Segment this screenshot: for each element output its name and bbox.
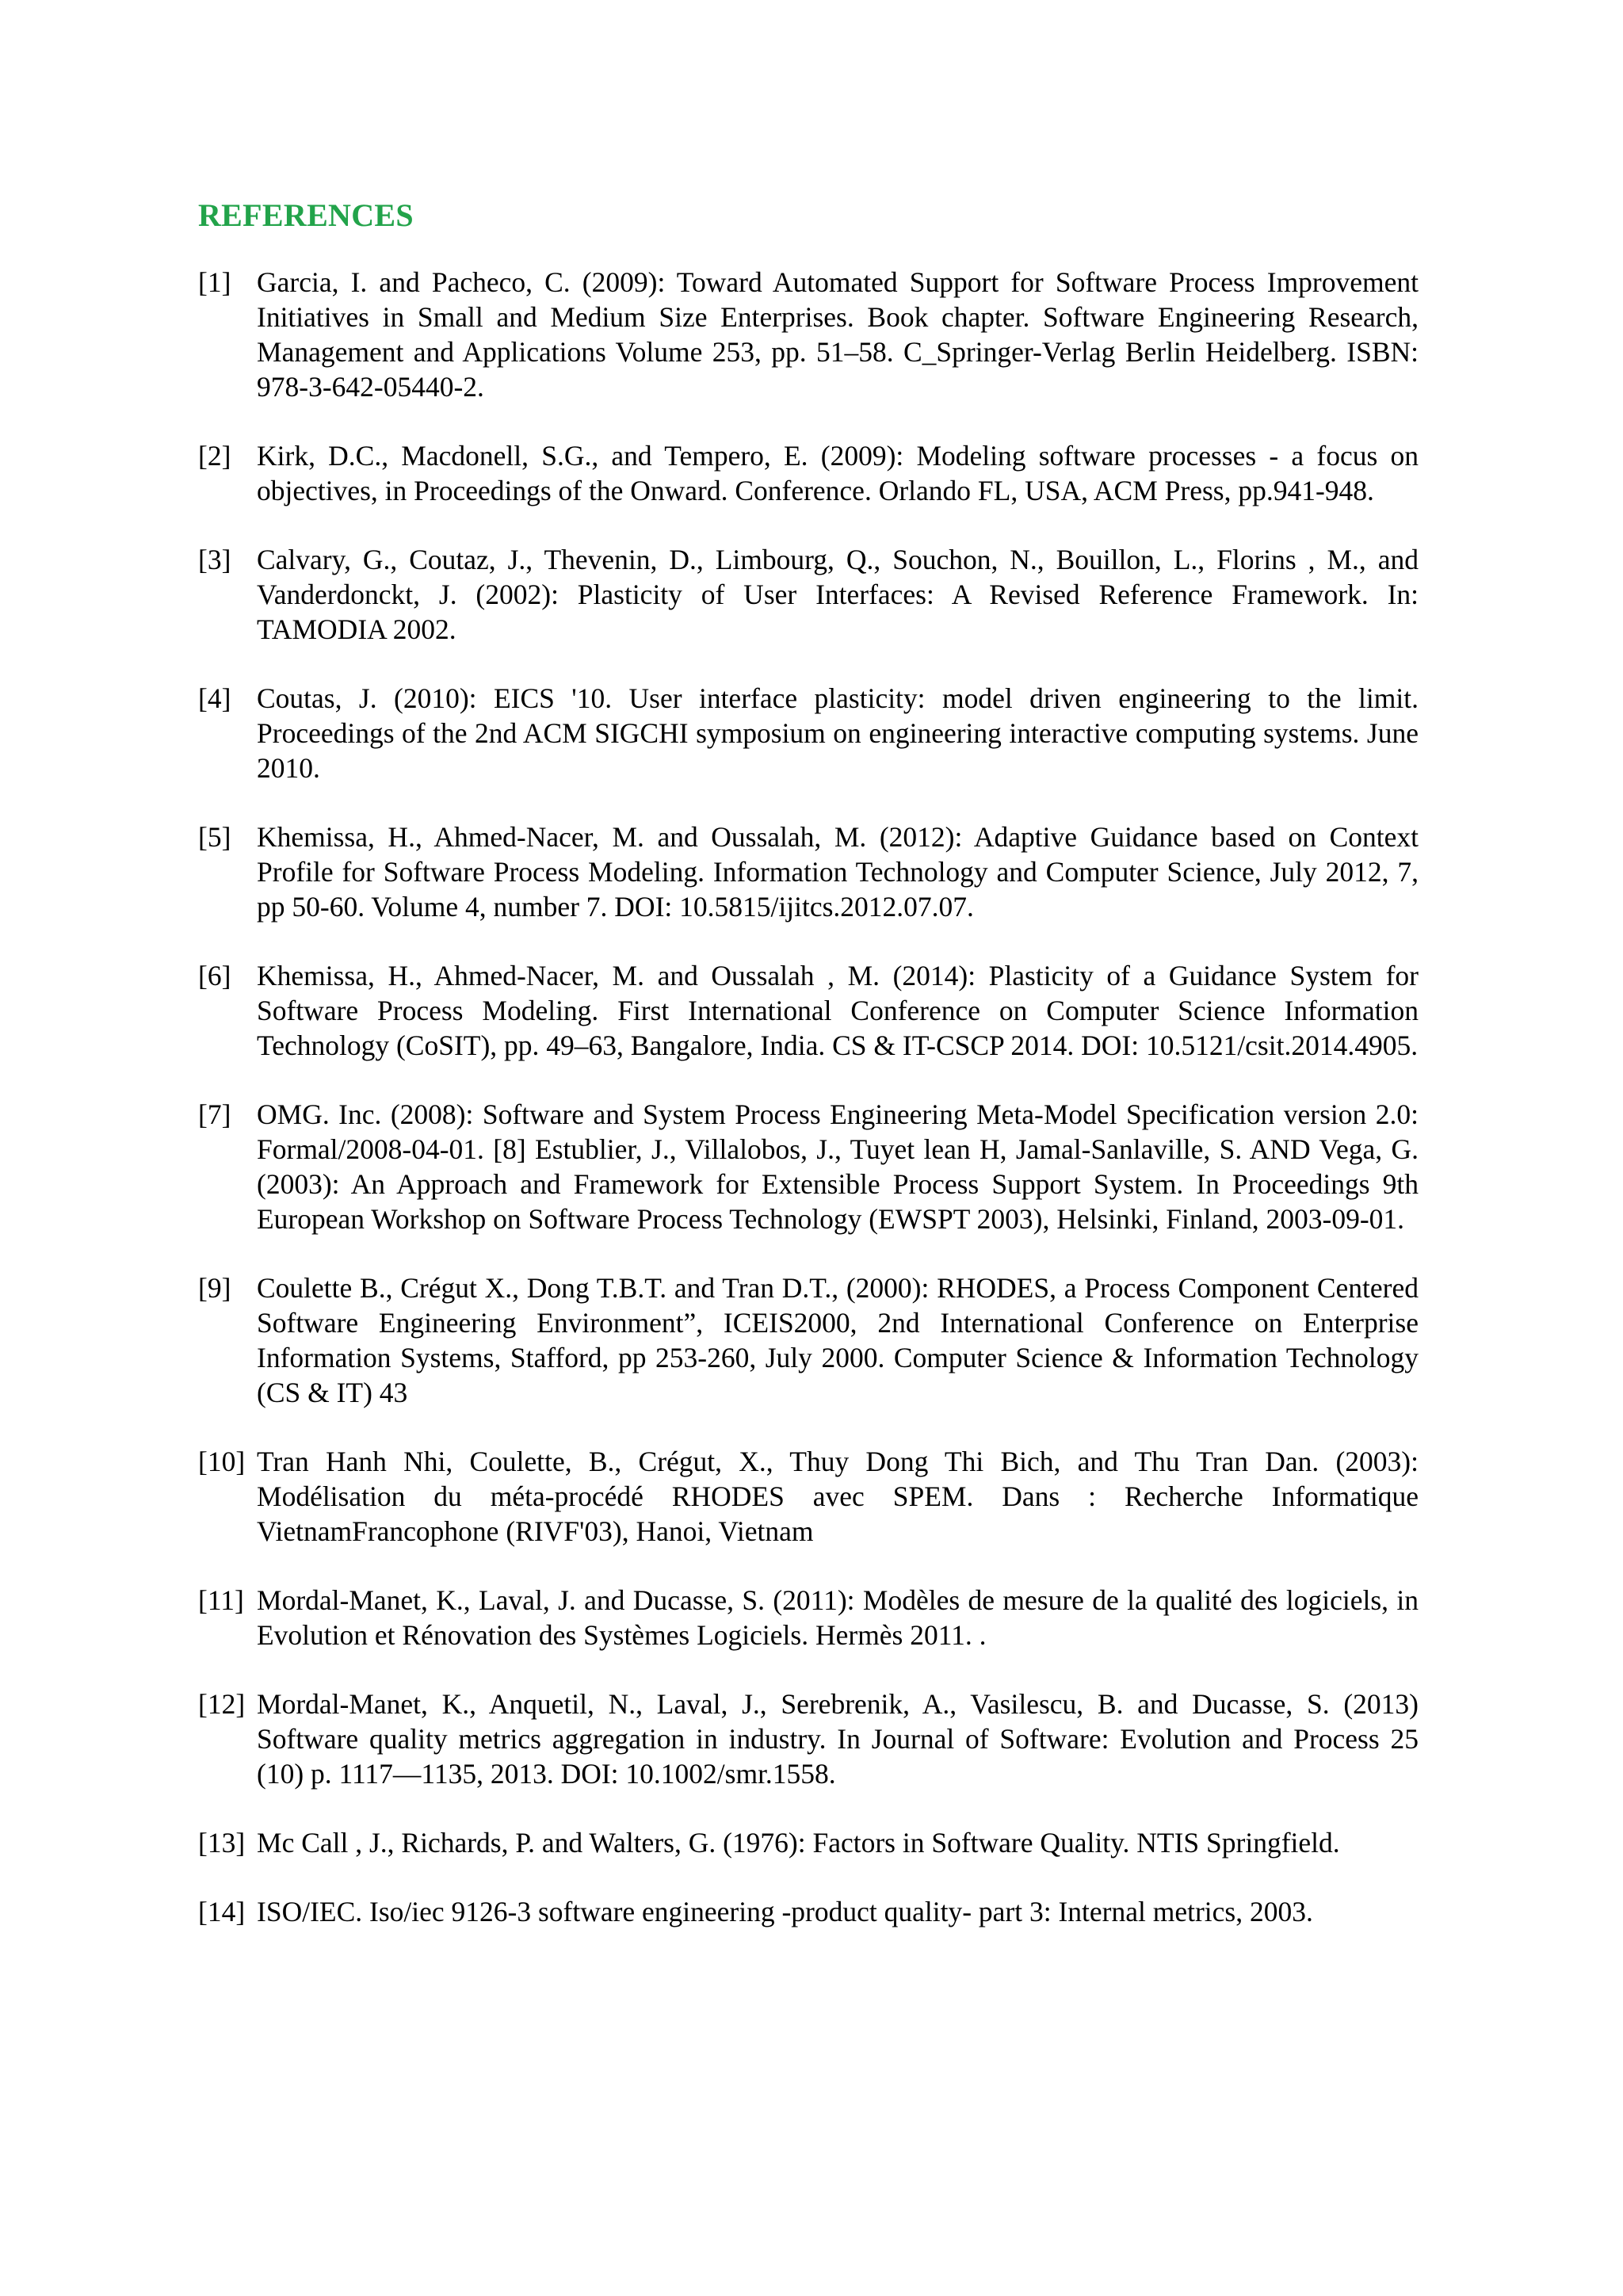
reference-item: [198, 1270, 1419, 1410]
reference-item: [198, 1825, 1419, 1860]
reference-text: Coulette B., Crégut X., Dong T.B.T. and Tran D.T., (2000): RHODES, a Process Component Centered Software Engineering Environment”, ICEIS2000, 2nd International Conference on Enterprise Information Systems, Stafford, pp 253-260, July 2000. Computer Science & Information Technology (CS & IT) 43: [257, 1272, 1419, 1408]
reference-text: Khemissa, H., Ahmed-Nacer, M. and Oussalah, M. (2012): Adaptive Guidance based on Context Profile for Software Process Modeling. Information Technology and Computer Science, July 2012, 7, pp 50-60. Volume 4, number 7. DOI: 10.5815/ijitcs.2012.07.07.: [257, 821, 1419, 923]
reference-item: [198, 1097, 1419, 1236]
reference-item: [198, 1687, 1419, 1791]
reference-text: ISO/IEC. Iso/iec 9126-3 software engineering -product quality- part 3: Internal metrics, 2003.: [257, 1896, 1313, 1927]
reference-number: [3]: [198, 544, 231, 575]
reference-number: [11]: [198, 1584, 244, 1616]
reference-item: [198, 1583, 1419, 1652]
reference-list: [198, 265, 1419, 1963]
reference-text: Mordal-Manet, K., Laval, J. and Ducasse, S. (2011): Modèles de mesure de la qualité des logiciels, in Evolution et Rénovation des Systèmes Logiciels. Hermès 2011. .: [257, 1584, 1419, 1651]
reference-number: [4]: [198, 682, 231, 714]
reference-text: OMG. Inc. (2008): Software and System Process Engineering Meta-Model Specification version 2.0: Formal/2008-04-01. [8] Estublier, J., Villalobos, J., Tuyet lean H, Jamal-Sanlaville, S. AND Vega, G. (2003): An Approach and Framework for Extensible Process Support System. In Proceedings 9th European Workshop on Software Process Technology (EWSPT 2003), Helsinki, Finland, 2003-09-01.: [257, 1098, 1419, 1235]
reference-text: Tran Hanh Nhi, Coulette, B., Crégut, X., Thuy Dong Thi Bich, and Thu Tran Dan. (2003): Modélisation du méta-procédé RHODES avec SPEM. Dans : Recherche Informatique VietnamFrancophone (RIVF'03), Hanoi, Vietnam: [257, 1446, 1419, 1547]
reference-text: Calvary, G., Coutaz, J., Thevenin, D., Limbourg, Q., Souchon, N., Bouillon, L., Florins , M., and Vanderdonckt, J. (2002): Plasticity of User Interfaces: A Revised Reference Framework. In: TAMODIA 2002.: [257, 544, 1419, 645]
reference-item: [198, 542, 1419, 647]
reference-item: [198, 958, 1419, 1063]
reference-item: [198, 265, 1419, 404]
reference-item: [198, 819, 1419, 924]
reference-item: [198, 681, 1419, 785]
references-heading: REFERENCES: [198, 197, 414, 233]
reference-text: Kirk, D.C., Macdonell, S.G., and Tempero, E. (2009): Modeling software processes - a focus on objectives, in Proceedings of the Onward. Conference. Orlando FL, USA, ACM Press, pp.941-948.: [257, 440, 1419, 506]
reference-text: Mc Call , J., Richards, P. and Walters, G. (1976): Factors in Software Quality. NTIS Springfield.: [257, 1827, 1340, 1859]
reference-number: [14]: [198, 1896, 246, 1927]
reference-item: [198, 1444, 1419, 1549]
reference-number: [7]: [198, 1098, 231, 1130]
reference-item: [198, 1894, 1419, 1929]
reference-text: Khemissa, H., Ahmed-Nacer, M. and Oussalah , M. (2014): Plasticity of a Guidance System for Software Process Modeling. First International Conference on Computer Science Information Technology (CoSIT), pp. 49–63, Bangalore, India. CS & IT-CSCP 2014. DOI: 10.5121/csit.2014.4905.: [257, 960, 1419, 1061]
reference-number: [6]: [198, 960, 231, 991]
reference-number: [9]: [198, 1272, 231, 1304]
reference-text: Coutas, J. (2010): EICS '10. User interface plasticity: model driven engineering to the limit. Proceedings of the 2nd ACM SIGCHI symposium on engineering interactive computing systems. June 2010.: [257, 682, 1419, 784]
reference-number: [2]: [198, 440, 231, 472]
reference-item: [198, 438, 1419, 508]
reference-number: [12]: [198, 1688, 246, 1720]
reference-number: [13]: [198, 1827, 246, 1859]
reference-text: Garcia, I. and Pacheco, C. (2009): Toward Automated Support for Software Process Improvement Initiatives in Small and Medium Size Enterprises. Book chapter. Software Engineering Research, Management and Applications Volume 253, pp. 51–58. C_Springer-Verlag Berlin Heidelberg. ISBN: 978-3-642-05440-2.: [257, 266, 1419, 403]
reference-number: [1]: [198, 266, 231, 298]
reference-text: Mordal-Manet, K., Anquetil, N., Laval, J., Serebrenik, A., Vasilescu, B. and Ducasse, S. (2013) Software quality metrics aggregation in industry. In Journal of Software: Evolution and Process 25 (10) p. 1117—1135, 2013. DOI: 10.1002/smr.1558.: [257, 1688, 1419, 1790]
reference-number: [5]: [198, 821, 231, 853]
reference-number: [10]: [198, 1446, 246, 1477]
